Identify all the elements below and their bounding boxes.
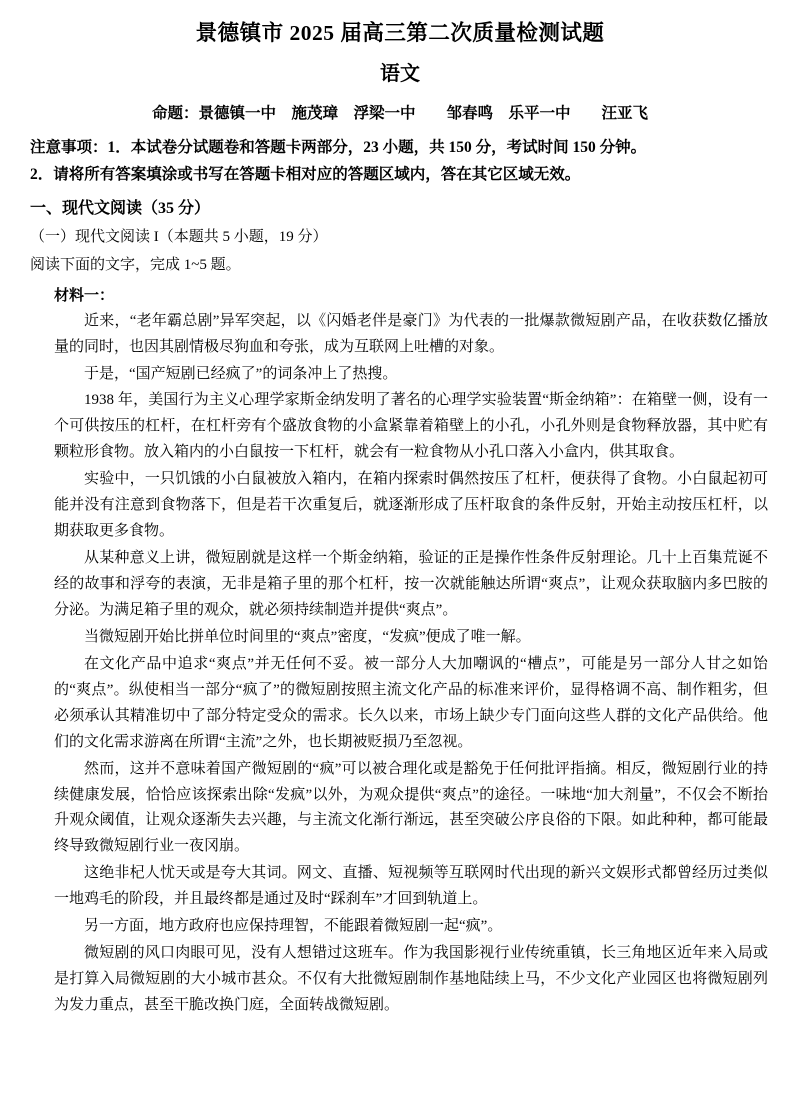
notice-line-2: 2．请将所有答案填涂或书写在答题卡相对应的答题区域内，答在其它区域无效。 [30, 166, 581, 184]
page-title: 景德镇市 2025 届高三第二次质量检测试题 [195, 21, 605, 45]
body-paragraph: 微短剧的风口肉眼可见，没有人想错过这班车。作为我国影视行业传统重镇，长三角地区近年来入局或是打算入局微短剧的大小城市甚众。不仅有大批微短剧制作基地陆续上马，不少文化产业园区也将微短剧列为发力重点，甚至干脆改换门庭，全面转战微短剧。 [54, 945, 768, 1014]
body-paragraph: 这绝非杞人忧天或是夸大其词。网文、直播、短视频等互联网时代出现的新兴文娱形式都曾经历过类似一地鸡毛的阶段，并且最终都是通过及时“踩刹车”才回到轨道上。 [54, 865, 768, 908]
sub-heading: （一）现代文阅读 I（本题共 5 小题，19 分） [30, 229, 328, 246]
subject-title: 语文 [380, 63, 420, 86]
body-paragraph: 1938 年，美国行为主义心理学家斯金纳发明了著名的心理学实验装置“斯金纳箱”：在箱壁一侧，设有一个可供按压的杠杆，在杠杆旁有个盛放食物的小盒紧靠着箱壁上的小孔，小孔外则是食物释放器，其中贮有颗粒形食物。放入箱内的小白鼠按一下杠杆，就会有一粒食物从小孔口落入小盒内，供其取食。 [54, 392, 768, 461]
body-paragraph: 在文化产品中追求“爽点”并无任何不妥。被一部分人大加嘲讽的“槽点”，可能是另一部分人甘之如饴的“爽点”。纵使相当一部分“疯了”的微短剧按照主流文化产品的标准来评价，显得格调不高、制作粗劣，但必须承认其精准切中了部分特定受众的需求。长久以来，市场上缺少专门面向这些人群的文化产品供给。他们的文化需求游离在所谓“主流”之外，也长期被贬损乃至忽视。 [54, 655, 768, 750]
notice-block [30, 135, 770, 187]
body-paragraph: 从某种意义上讲，微短剧就是这样一个斯金纳箱，验证的正是操作性条件反射理论。几十上百集荒诞不经的故事和浮夸的表演，无非是箱子里的那个杠杆，按一次就能触达所谓“爽点”，让观众获取脑内多巴胺的分泌。为满足箱子里的观众，就必须持续制造并提供“爽点”。 [54, 550, 768, 618]
body-paragraph: 然而，这并不意味着国产微短剧的“疯”可以被合理化或是豁免于任何批评指摘。相反，微短剧行业的持续健康发展，恰恰应该探索出除“发疯”以外，为观众提供“爽点”的途径。一味地“加大剂量”，不仅会不断抬升观众阈值，让观众逐渐失去兴趣，与主流文化渐行渐远，甚至突破公序良俗的下限。如此种种，都可能最终导致微短剧行业一夜冈崩。 [54, 760, 768, 855]
body-paragraph: 近来，“老年霸总剧”异军突起，以《闪婚老伴是豪门》为代表的一批爆款微短剧产品，在收获数亿播放量的同时，也因其剧情极尽狗血和夸张，成为互联网上吐槽的对象。 [54, 312, 768, 355]
body-paragraph: 另一方面，地方政府也应保持理智，不能跟着微短剧一起“疯”。 [84, 918, 503, 935]
material-label: 材料一： [54, 287, 115, 304]
instruction-line: 阅读下面的文字，完成 1~5 题。 [30, 256, 241, 273]
body-paragraph: 实验中，一只饥饿的小白鼠被放入箱内，在箱内探索时偶然按压了杠杆，便获得了食物。小白鼠起初可能并没有注意到食物落下，但是若干次重复后，就逐渐形成了压杆取食的条件反射，开始主动按压杠杆，以期获取更多食物。 [54, 471, 768, 540]
body-paragraph: 于是，“国产短剧已经疯了”的词条冲上了热搜。 [84, 365, 398, 382]
authors-line: 命题：景德镇一中 施茂璋 浮梁一中 邹春鸣 乐平一中 汪亚飞 [151, 105, 648, 123]
section-heading: 一、现代文阅读（35 分） [30, 199, 211, 217]
body-paragraph: 当微短剧开始比拼单位时间里的“爽点”密度，“发疯”便成了唯一解。 [84, 628, 531, 645]
notice-line-1: 注意事项：1．本试卷分试题卷和答题卡两部分，23 小题，共 150 分，考试时间 150 分钟。 [30, 139, 647, 157]
